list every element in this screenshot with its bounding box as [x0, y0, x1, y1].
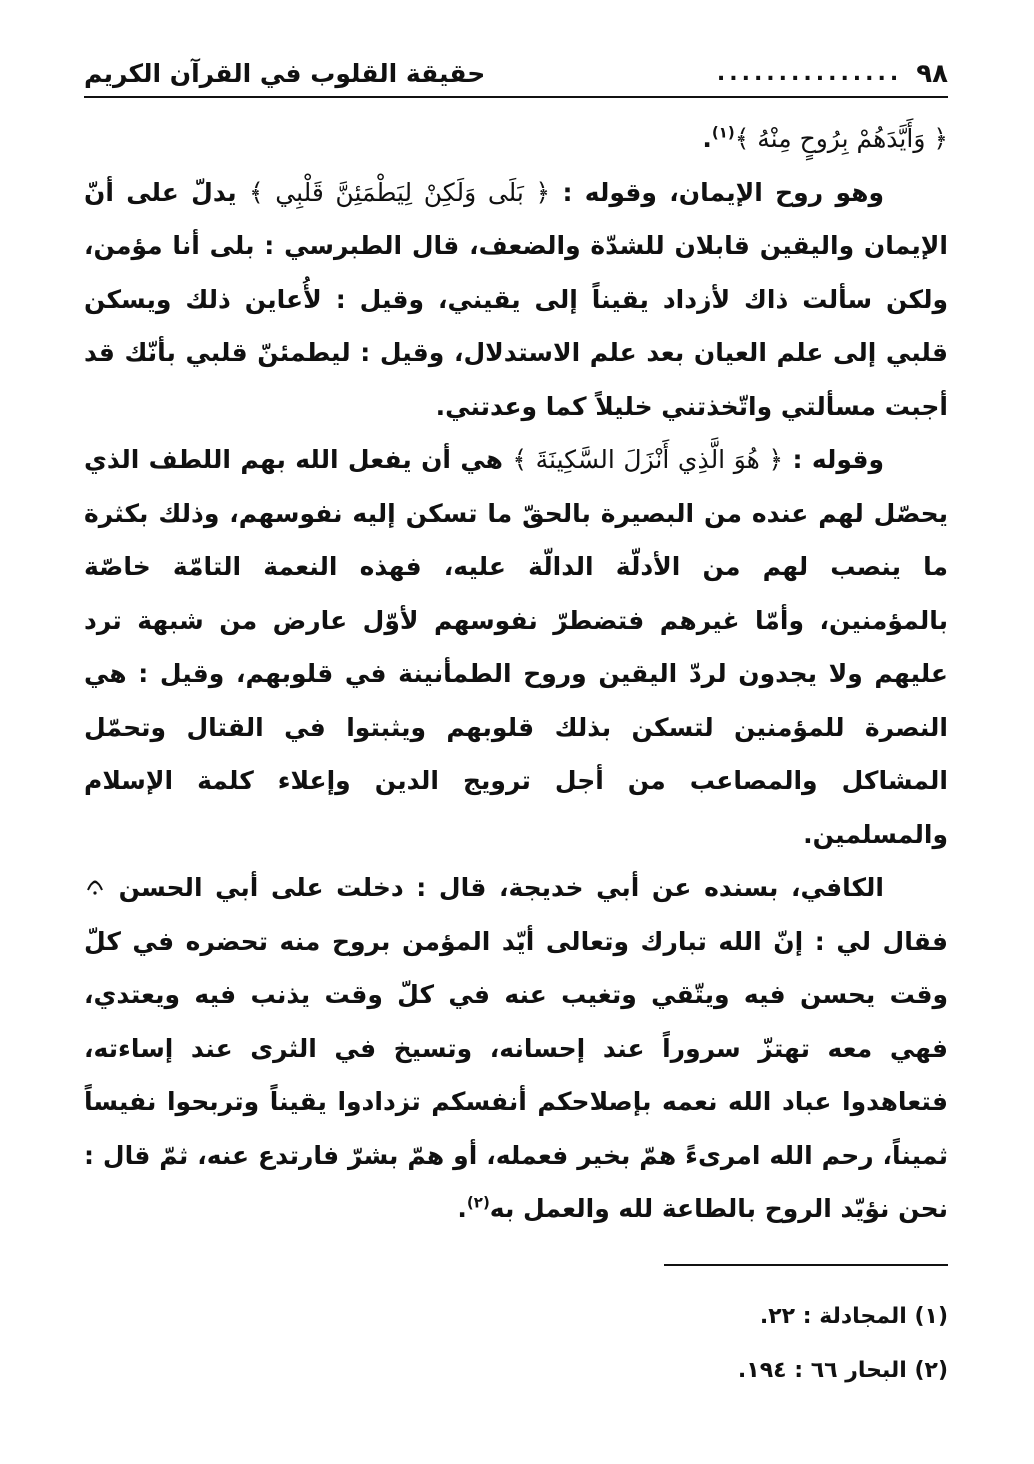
paragraph-text: يدلّ على أنّ الإيمان واليقين قابلان للشدّة والضعف، قال الطبرسي : بلى أنا مؤمن، ولكن سألت ذاك لأزداد يقيناً إلى يقيني، وقيل : لأُعاين ذلك ويسكن قلبي إلى علم العيان بعد علم الاستدلال، وقيل : ليطمئنّ قلبي بأنّك قد أجبت مسألتي واتّخذتني خليلاً كما وعدتني. [84, 177, 948, 421]
header-leader-dots: ............... [716, 61, 903, 86]
paragraph-text: وهو روح الإيمان، وقوله : [550, 177, 884, 207]
quran-verse: ﴿ وَأَيَّدَهُمْ بِرُوحٍ مِنْهُ ﴾ [734, 124, 948, 153]
paragraph-text: فقال لي : إنّ الله تبارك وتعالى أيّد المؤمن بروح منه تحضره في كلّ وقت يحسن فيه ويتّقي وتغيب عنه في كلّ وقت يذنب فيه ويعتدي، فهي معه تهتزّ سروراً عند إحسانه، وتسيخ في الثرى عند إساءته، فتعاهدوا عباد الله نعمه بإصلاحكم أنفسكم تزدادوا يقيناً وتربحوا نفيساً ثميناً، رحم الله امرىءً همّ بخير فعمله، أو همّ بشرّ فارتدع عنه، ثمّ قال : نحن نؤيّد الروح بالطاعة لله والعمل به [84, 926, 948, 1223]
page-number: ٩٨ [916, 59, 948, 89]
running-title: حقيقة القلوب في القرآن الكريم [84, 59, 486, 88]
paragraph-text: هي أن يفعل الله بهم اللطف الذي يحصّل لهم عنده من البصيرة بالحقّ ما تسكن إليه نفوسهم، وذلك بكثرة ما ينصب لهم من الأدلّة الدالّة عليه، فهذه النعمة التامّة خاصّة بالمؤمنين، وأمّا غيرهم فتضطرّ نفوسهم لأوّل عارض من شبهة ترد عليهم ولا يجدون لردّ اليقين وروح الطمأنينة في قلوبهم، وقيل : هي النصرة للمؤمنين لتسكن بذلك قلوبهم ويثبتوا في القتال وتحمّل المشاكل والمصاعب من أجل ترويج الدين وإعلاء كلمة الإسلام والمسلمين. [84, 445, 948, 849]
footnote-separator [664, 1264, 948, 1266]
honorific-ligature [84, 873, 106, 902]
footnote-ref: (٢) [466, 1193, 490, 1212]
paragraph-2 [84, 166, 948, 434]
paragraph-text: الكافي، بسنده عن أبي خديجة، قال : دخلت على أبي الحسن [106, 873, 884, 902]
footnotes [84, 1290, 948, 1398]
quran-verse: ﴿ بَلَى وَلَكِنْ لِيَطْمَئِنَّ قَلْبِي ﴾ [249, 177, 551, 207]
footnote-ref: (١) [711, 123, 735, 142]
quran-verse: ﴿ هُوَ الَّذِي أَنْزَلَ السَّكِينَةَ ﴾ [512, 445, 784, 474]
page-header [84, 52, 948, 98]
main-text [84, 112, 948, 1236]
paragraph-end: . [702, 124, 712, 153]
paragraph-3 [84, 433, 948, 861]
footnote-1: (١) المجادلة : ٢٢. [759, 1304, 948, 1329]
paragraph-text: وقوله : [783, 445, 884, 474]
footnote-2: (٢) البحار ٦٦ : ١٩٤. [737, 1358, 948, 1383]
paragraph-end: . [457, 1194, 467, 1223]
paragraph-1 [84, 112, 948, 166]
paragraph-4 [84, 861, 948, 1236]
